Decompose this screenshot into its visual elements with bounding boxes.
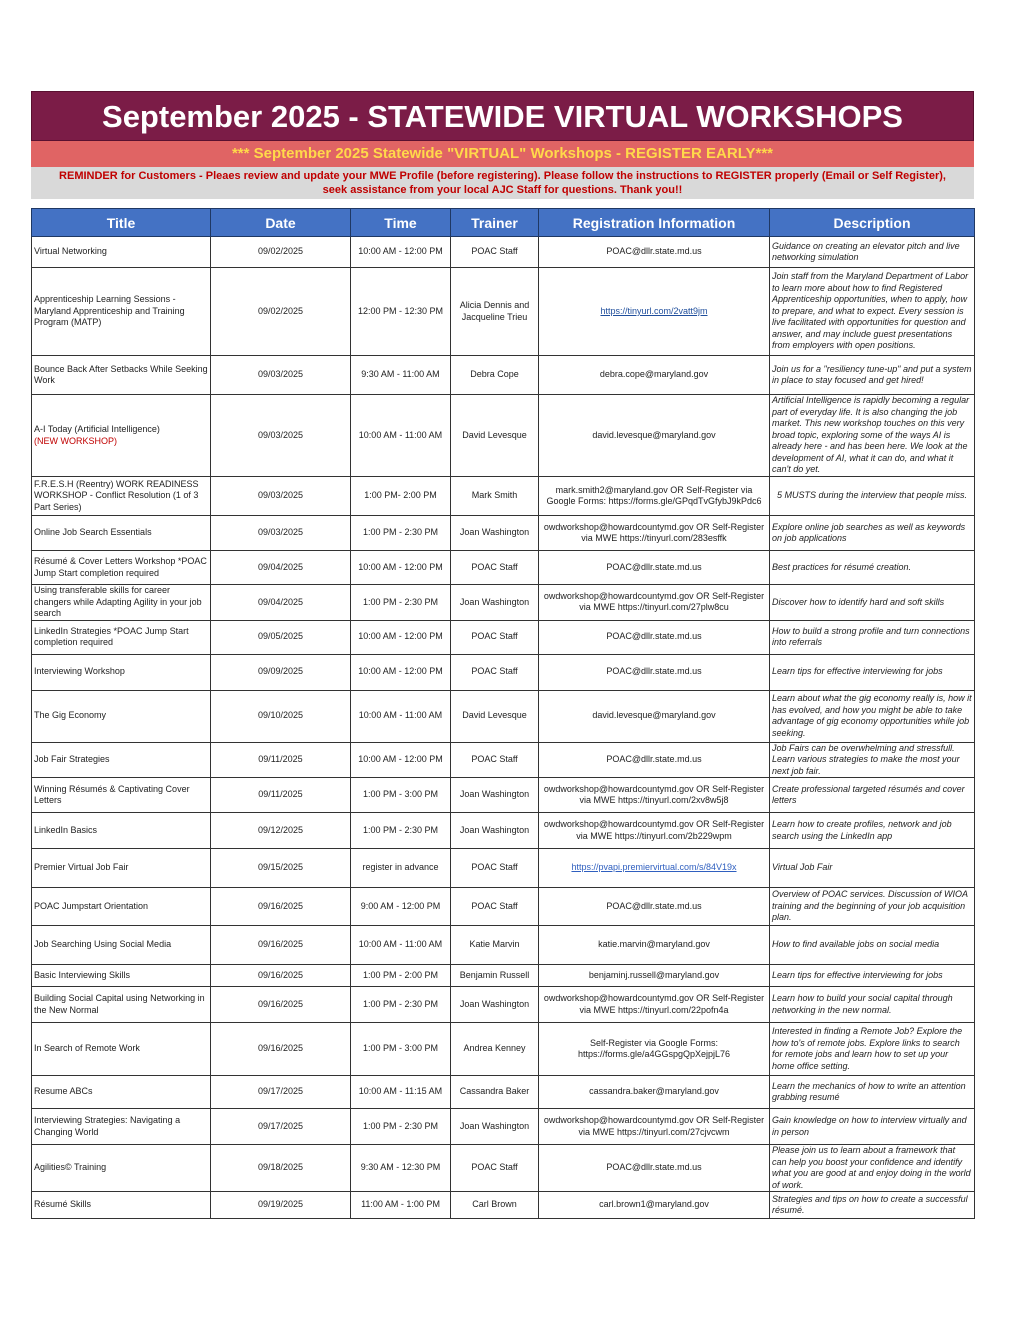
workshop-title: The Gig Economy — [34, 710, 107, 721]
registration-info-cell — [539, 888, 770, 926]
table-row — [32, 1192, 975, 1219]
workshop-description: Learn tips for effective interviewing for jobs — [770, 654, 975, 690]
registration-info-cell — [539, 690, 770, 742]
workshop-description: Please join us to learn about a framework that can help you boost your confidence and identify what you are good at and enjoy doing in the world of work. — [770, 1145, 975, 1192]
workshop-description: 5 MUSTS during the interview that people miss. — [770, 477, 975, 516]
workshop-trainer: Joan Washington — [451, 813, 539, 849]
workshop-description: Guidance on creating an elevator pitch and live networking simulation — [770, 237, 975, 268]
workshop-description: Explore online job searches as well as keywords on job applications — [770, 516, 975, 551]
registration-info-cell — [539, 477, 770, 516]
registration-info-cell — [539, 965, 770, 987]
registration-info-cell — [539, 516, 770, 551]
workshop-description: Job Fairs can be overwhelming and stressfull. Learn various strategies to make the most your next job fair. — [770, 742, 975, 778]
workshop-title: Résumé Skills — [34, 1199, 92, 1210]
workshop-time: 1:00 PM - 2:30 PM — [351, 585, 451, 621]
registration-info-cell — [539, 585, 770, 621]
registration-info: owdworkshop@howardcountymd.gov OR Self-Register via MWE https://tinyurl.com/2xv8w5j8 — [543, 783, 765, 805]
table-row — [32, 551, 975, 585]
table-row — [32, 965, 975, 987]
workshop-title-cell — [32, 395, 211, 477]
table-row — [32, 585, 975, 621]
workshop-date: 09/04/2025 — [211, 551, 351, 585]
workshop-title: POAC Jumpstart Orientation — [34, 900, 149, 911]
workshop-title: Winning Résumés & Captivating Cover Letters — [34, 783, 190, 805]
table-row — [32, 926, 975, 965]
workshop-title: Bounce Back After Setbacks While Seeking Work — [34, 363, 208, 385]
workshop-time: 10:00 AM - 12:00 PM — [351, 551, 451, 585]
workshop-time: 10:00 AM - 11:00 AM — [351, 690, 451, 742]
registration-info-cell — [539, 620, 770, 654]
registration-info-cell — [539, 778, 770, 813]
workshop-description: Learn tips for effective interviewing for jobs — [770, 965, 975, 987]
registration-info-cell — [539, 813, 770, 849]
workshop-date: 09/10/2025 — [211, 690, 351, 742]
table-row — [32, 356, 975, 395]
workshop-title: Using transferable skills for career changers while Adapting Agility in your job search — [34, 585, 202, 618]
registration-info-cell — [539, 1145, 770, 1192]
workshop-title-cell — [32, 268, 211, 356]
workshop-time: 12:00 PM - 12:30 PM — [351, 268, 451, 356]
workshop-description: Virtual Job Fair — [770, 849, 975, 888]
register-early-banner: *** September 2025 Statewide "VIRTUAL" Workshops - REGISTER EARLY*** — [31, 141, 974, 167]
registration-info: POAC@dllr.state.md.us — [606, 900, 702, 911]
registration-info-cell — [539, 356, 770, 395]
registration-info-cell — [539, 849, 770, 888]
workshop-title-cell — [32, 551, 211, 585]
registration-info: POAC@dllr.state.md.us — [606, 246, 702, 257]
workshop-trainer: POAC Staff — [451, 888, 539, 926]
registration-info-cell — [539, 1109, 770, 1145]
workshop-description: Learn how to create profiles, network and job search using the LinkedIn app — [770, 813, 975, 849]
workshop-title: LinkedIn Basics — [34, 824, 98, 835]
registration-info-cell — [539, 268, 770, 356]
workshop-trainer: Joan Washington — [451, 516, 539, 551]
registration-info: POAC@dllr.state.md.us — [606, 754, 702, 764]
registration-info: carl.brown1@maryland.gov — [599, 1199, 709, 1210]
workshop-description: Learn about what the gig economy really is, how it has evolved, and how you might be able to take advantage of gig economy opportunities while job seeking. — [770, 690, 975, 742]
workshop-title-cell — [32, 1023, 211, 1076]
workshop-description: Best practices for résumé creation. — [770, 551, 975, 585]
workshop-time: 1:00 PM - 2:30 PM — [351, 1109, 451, 1145]
workshop-title: Virtual Networking — [34, 246, 107, 257]
workshop-trainer: POAC Staff — [451, 551, 539, 585]
workshop-sheet — [31, 91, 974, 1219]
workshop-title-cell — [32, 585, 211, 621]
workshop-trainer: Katie Marvin — [451, 926, 539, 965]
workshop-date: 09/16/2025 — [211, 926, 351, 965]
workshop-title-cell — [32, 1109, 211, 1145]
workshop-description: Discover how to identify hard and soft skills — [770, 585, 975, 621]
workshop-title: Résumé & Cover Letters Workshop *POAC Jump Start completion required — [34, 556, 207, 578]
registration-info: owdworkshop@howardcountymd.gov OR Self-Register via MWE https://tinyurl.com/22pofn4a — [543, 993, 765, 1015]
workshop-date: 09/16/2025 — [211, 888, 351, 926]
workshop-title-cell — [32, 813, 211, 849]
registration-info: benjaminj.russell@maryland.gov — [588, 969, 720, 980]
registration-info: david.levesque@maryland.gov — [592, 429, 716, 440]
workshop-title-cell — [32, 516, 211, 551]
workshop-title-cell — [32, 1192, 211, 1219]
workshop-title: Building Social Capital using Networking in the New Normal — [34, 993, 205, 1015]
workshop-title-cell — [32, 690, 211, 742]
workshop-description: Artificial Intelligence is rapidly becoming a regular part of everyday life. It is also changing the job market. This new workshop touches on this very broad topic, exploring some of the ways AI is already here - and has been here. We look at the development of AI, what it can do, and what it can't do yet. — [770, 395, 975, 477]
workshop-date: 09/09/2025 — [211, 654, 351, 690]
table-row — [32, 237, 975, 268]
column-header-date: Date — [211, 209, 351, 237]
workshop-time: 10:00 AM - 12:00 PM — [351, 654, 451, 690]
workshop-date: 09/03/2025 — [211, 356, 351, 395]
workshop-time: 1:00 PM - 3:00 PM — [351, 778, 451, 813]
workshop-date: 09/03/2025 — [211, 516, 351, 551]
workshop-title-cell — [32, 926, 211, 965]
workshop-time: 9:30 AM - 11:00 AM — [351, 356, 451, 395]
workshop-title-cell — [32, 620, 211, 654]
reminder-line-2: seek assistance from your local AJC Staff for questions. Thank you!! — [322, 184, 683, 196]
registration-info: POAC@dllr.state.md.us — [606, 1162, 702, 1173]
registration-info: owdworkshop@howardcountymd.gov OR Self-Register via MWE https://tinyurl.com/27plw8cu — [543, 590, 765, 613]
workshop-trainer: Mark Smith — [451, 477, 539, 516]
registration-info: owdworkshop@howardcountymd.gov OR Self-Register via MWE https://tinyurl.com/2b229wpm — [543, 819, 765, 841]
table-row — [32, 888, 975, 926]
table-row — [32, 654, 975, 690]
workshop-date: 09/12/2025 — [211, 813, 351, 849]
workshop-date: 09/15/2025 — [211, 849, 351, 888]
workshop-title-cell — [32, 849, 211, 888]
workshop-title: Interviewing Workshop — [34, 666, 125, 677]
workshop-time: register in advance — [351, 849, 451, 888]
workshop-time: 1:00 PM - 2:00 PM — [351, 965, 451, 987]
registration-info-cell — [539, 237, 770, 268]
workshop-date: 09/02/2025 — [211, 268, 351, 356]
workshop-time: 1:00 PM- 2:00 PM — [351, 477, 451, 516]
workshop-trainer: Alicia Dennis and Jacqueline Trieu — [451, 268, 539, 356]
workshop-trainer: POAC Staff — [451, 1145, 539, 1192]
workshop-time: 9:00 AM - 12:00 PM — [351, 888, 451, 926]
workshop-time: 10:00 AM - 12:00 PM — [351, 237, 451, 268]
workshop-trainer: Benjamin Russell — [451, 965, 539, 987]
workshop-title-cell — [32, 888, 211, 926]
workshop-title-cell — [32, 987, 211, 1023]
workshop-date: 09/17/2025 — [211, 1076, 351, 1109]
registration-info: POAC@dllr.state.md.us — [606, 561, 702, 572]
workshop-title: Basic Interviewing Skills — [34, 969, 131, 980]
workshop-description: Learn how to build your social capital through networking in the new normal. — [770, 987, 975, 1023]
registration-info-cell — [539, 1076, 770, 1109]
workshop-title: Job Fair Strategies — [34, 754, 110, 764]
workshop-description: Interested in finding a Remote Job? Explore the how to's of remote jobs. Explore links to search for remote jobs and learn how to set up your home office setting. — [770, 1023, 975, 1076]
workshop-trainer: Joan Washington — [451, 585, 539, 621]
table-row — [32, 1109, 975, 1145]
registration-info-cell — [539, 654, 770, 690]
registration-info-cell — [539, 395, 770, 477]
workshop-table — [31, 208, 975, 1219]
workshop-trainer: Joan Washington — [451, 987, 539, 1023]
workshop-title-cell — [32, 477, 211, 516]
column-header-trainer: Trainer — [451, 209, 539, 237]
registration-info: POAC@dllr.state.md.us — [606, 666, 702, 677]
table-row — [32, 987, 975, 1023]
column-header-title: Title — [32, 209, 211, 237]
workshop-description: Learn the mechanics of how to write an attention grabbing resumé — [770, 1076, 975, 1109]
workshop-date: 09/16/2025 — [211, 965, 351, 987]
workshop-description: Create professional targeted résumés and cover letters — [770, 778, 975, 813]
table-header-row — [32, 209, 975, 237]
table-row — [32, 1076, 975, 1109]
registration-info-cell — [539, 926, 770, 965]
workshop-date: 09/17/2025 — [211, 1109, 351, 1145]
new-workshop-tag: (NEW WORKSHOP) — [34, 435, 117, 446]
workshop-description: Join staff from the Maryland Department of Labor to learn more about how to find Registered Apprenticeship opportunities, when to apply, how to prepare, and what to expect. Every session is live facilitated with opportunities for question and answer, and may include guest presentations from employers with open positions. — [770, 268, 975, 356]
workshop-trainer: David Levesque — [451, 395, 539, 477]
workshop-title-cell — [32, 654, 211, 690]
workshop-time: 9:30 AM - 12:30 PM — [351, 1145, 451, 1192]
workshop-time: 1:00 PM - 3:00 PM — [351, 1023, 451, 1076]
table-row — [32, 1145, 975, 1192]
workshop-title: LinkedIn Strategies *POAC Jump Start completion required — [34, 625, 189, 647]
workshop-title: Resume ABCs — [34, 1086, 93, 1097]
workshop-trainer: POAC Staff — [451, 237, 539, 268]
registration-link[interactable]: https://tinyurl.com/2vatt9jm — [600, 305, 708, 316]
workshop-title: Online Job Search Essentials — [34, 527, 152, 538]
registration-link[interactable]: https://pvapi.premiervirtual.com/s/84V19x — [571, 862, 737, 873]
table-row — [32, 813, 975, 849]
workshop-description: Strategies and tips on how to create a successful résumé. — [770, 1192, 975, 1219]
workshop-date: 09/05/2025 — [211, 620, 351, 654]
workshop-trainer: Debra Cope — [451, 356, 539, 395]
workshop-title: Apprenticeship Learning Sessions - Maryland Apprenticeship and Training Program (MATP) — [34, 294, 185, 328]
table-row — [32, 742, 975, 778]
workshop-time: 10:00 AM - 11:15 AM — [351, 1076, 451, 1109]
workshop-title-cell — [32, 1145, 211, 1192]
registration-info-cell — [539, 551, 770, 585]
workshop-time: 1:00 PM - 2:30 PM — [351, 987, 451, 1023]
workshop-date: 09/04/2025 — [211, 585, 351, 621]
workshop-time: 10:00 AM - 11:00 AM — [351, 395, 451, 477]
workshop-date: 09/16/2025 — [211, 1023, 351, 1076]
table-row — [32, 516, 975, 551]
workshop-description: How to build a strong profile and turn connections into referrals — [770, 620, 975, 654]
registration-info: debra.cope@maryland.gov — [599, 369, 709, 380]
workshop-date: 09/18/2025 — [211, 1145, 351, 1192]
workshop-trainer: POAC Staff — [451, 620, 539, 654]
workshop-title: In Search of Remote Work — [34, 1043, 140, 1054]
workshop-time: 10:00 AM - 11:00 AM — [351, 926, 451, 965]
workshop-trainer: POAC Staff — [451, 654, 539, 690]
table-row — [32, 477, 975, 516]
column-header-registration: Registration Information — [539, 209, 770, 237]
workshop-title: F.R.E.S.H (Reentry) WORK READINESS WORKSHOP - Conflict Resolution (1 of 3 Part Series) — [34, 478, 199, 512]
workshop-title: A-I Today (Artificial Intelligence) — [34, 424, 160, 434]
registration-info-cell — [539, 1192, 770, 1219]
workshop-time: 1:00 PM - 2:30 PM — [351, 516, 451, 551]
workshop-title-cell — [32, 1076, 211, 1109]
registration-info: katie.marvin@maryland.gov — [598, 939, 710, 950]
workshop-trainer: Joan Washington — [451, 778, 539, 813]
workshop-date: 09/16/2025 — [211, 987, 351, 1023]
table-row — [32, 395, 975, 477]
registration-info: POAC@dllr.state.md.us — [606, 631, 702, 642]
workshop-title: Premier Virtual Job Fair — [34, 862, 129, 873]
table-row — [32, 620, 975, 654]
registration-info: owdworkshop@howardcountymd.gov OR Self-Register via MWE https://tinyurl.com/283esffk — [543, 521, 765, 543]
workshop-date: 09/02/2025 — [211, 237, 351, 268]
page-title: September 2025 - STATEWIDE VIRTUAL WORKSHOPS — [31, 91, 974, 141]
workshop-title-cell — [32, 237, 211, 268]
workshop-date: 09/11/2025 — [211, 742, 351, 778]
workshop-title: Interviewing Strategies: Navigating a Changing World — [34, 1115, 181, 1137]
workshop-time: 10:00 AM - 12:00 PM — [351, 620, 451, 654]
registration-info: owdworkshop@howardcountymd.gov OR Self-Register via MWE https://tinyurl.com/27cjvcwm — [543, 1115, 765, 1137]
registration-info: mark.smith2@maryland.gov OR Self-Register via Google Forms: https://forms.gle/GPqdTvGfybJ9kPdc6 — [546, 484, 762, 506]
table-row — [32, 849, 975, 888]
workshop-trainer: Carl Brown — [451, 1192, 539, 1219]
workshop-trainer: POAC Staff — [451, 849, 539, 888]
workshop-title: Agilities© Training — [34, 1162, 107, 1173]
workshop-title-cell — [32, 965, 211, 987]
workshop-date: 09/03/2025 — [211, 395, 351, 477]
workshop-trainer: Cassandra Baker — [451, 1076, 539, 1109]
workshop-title: Job Searching Using Social Media — [34, 939, 172, 950]
registration-info: Self-Register via Google Forms: https://forms.gle/a4GGspgQpXejpjL76 — [577, 1037, 731, 1059]
workshop-description: Join us for a "resiliency tune-up" and put a system in place to stay focused and get hired! — [770, 356, 975, 395]
registration-info-cell — [539, 742, 770, 778]
registration-info: cassandra.baker@maryland.gov — [589, 1086, 719, 1097]
workshop-time: 11:00 AM - 1:00 PM — [351, 1192, 451, 1219]
workshop-date: 09/19/2025 — [211, 1192, 351, 1219]
reminder-notice — [31, 167, 974, 199]
registration-info-cell — [539, 1023, 770, 1076]
table-row — [32, 778, 975, 813]
workshop-time: 1:00 PM - 2:30 PM — [351, 813, 451, 849]
workshop-description: How to find available jobs on social media — [770, 926, 975, 965]
workshop-title-cell — [32, 742, 211, 778]
workshop-description: Gain knowledge on how to interview virtually and in person — [770, 1109, 975, 1145]
workshop-title-cell — [32, 778, 211, 813]
workshop-date: 09/11/2025 — [211, 778, 351, 813]
workshop-trainer: Joan Washington — [451, 1109, 539, 1145]
workshop-title-cell — [32, 356, 211, 395]
table-row — [32, 690, 975, 742]
workshop-trainer: David Levesque — [451, 690, 539, 742]
reminder-line-1: REMINDER for Customers - Pleaes review and update your MWE Profile (before registering). Please follow the instructions to REGISTER properly (Email or Self Register), — [59, 170, 946, 182]
table-row — [32, 268, 975, 356]
column-header-description: Description — [770, 209, 975, 237]
workshop-date: 09/03/2025 — [211, 477, 351, 516]
registration-info: david.levesque@maryland.gov — [592, 710, 716, 721]
column-header-time: Time — [351, 209, 451, 237]
workshop-description: Overview of POAC services. Discussion of WIOA training and the beginning of your job acquisition plan. — [770, 888, 975, 926]
workshop-trainer: Andrea Kenney — [451, 1023, 539, 1076]
registration-info-cell — [539, 987, 770, 1023]
table-row — [32, 1023, 975, 1076]
workshop-time: 10:00 AM - 12:00 PM — [351, 742, 451, 778]
workshop-trainer: POAC Staff — [451, 742, 539, 778]
